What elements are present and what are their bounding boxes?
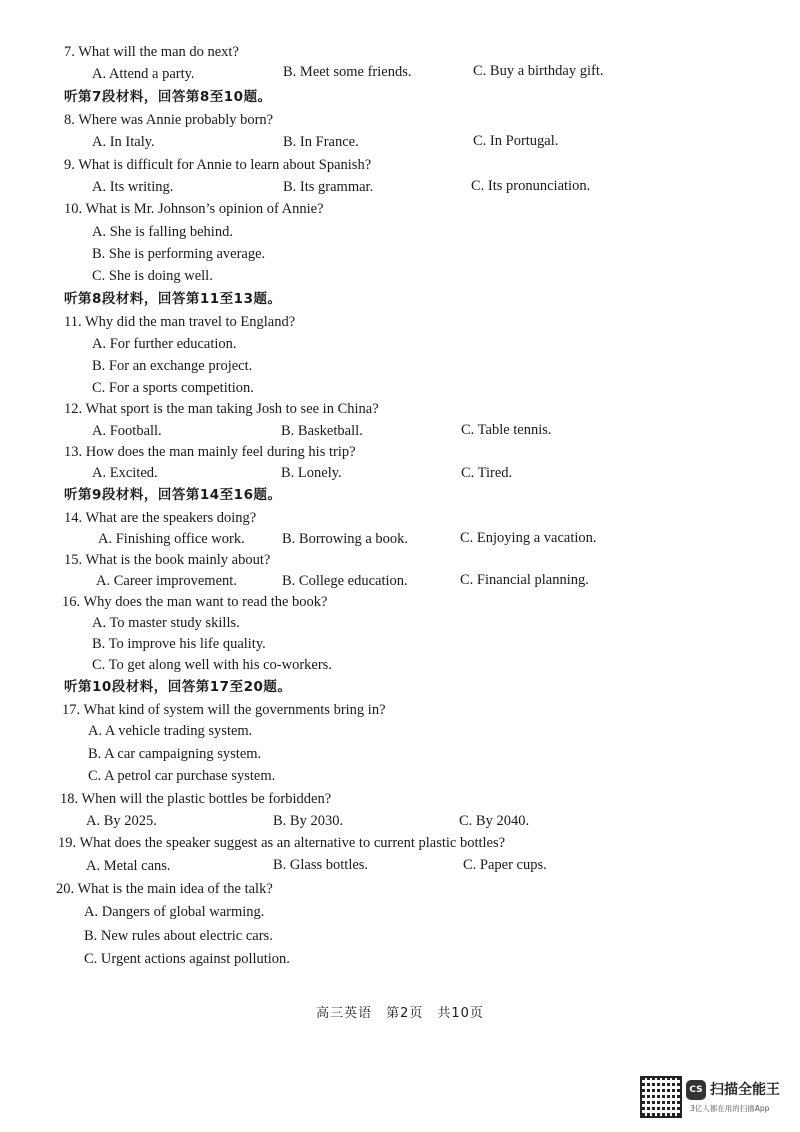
- question-stem: 15. What is the book mainly about?: [64, 552, 271, 568]
- question-stem: 14. What are the speakers doing?: [64, 510, 257, 526]
- option-b: B. Borrowing a book.: [282, 531, 409, 547]
- section-heading: 听第10段材料，回答第17至20题。: [64, 679, 292, 695]
- option-c: C. Buy a birthday gift.: [473, 63, 604, 79]
- option-a: A. Finishing office work.: [98, 531, 245, 547]
- option-b: B. Basketball.: [281, 423, 363, 439]
- question-stem: 10. What is Mr. Johnson’s opinion of Annie?: [64, 201, 324, 217]
- option-a: A. Dangers of global warming.: [84, 904, 265, 920]
- option-b: B. She is performing average.: [92, 246, 266, 262]
- cs-logo-icon: CS: [686, 1080, 706, 1100]
- question-stem: 12. What sport is the man taking Josh to see in China?: [64, 401, 379, 417]
- option-a: A. A vehicle trading system.: [88, 723, 253, 739]
- option-c: C. Tired.: [461, 465, 513, 481]
- option-a: A. Football.: [92, 423, 162, 439]
- section-heading: 听第9段材料，回答第14至16题。: [64, 487, 282, 503]
- option-c: C. Its pronunciation.: [471, 178, 591, 194]
- option-a: A. For further education.: [92, 336, 237, 352]
- option-b: B. In France.: [283, 134, 359, 150]
- option-a: A. In Italy.: [92, 134, 155, 150]
- option-b: B. Lonely.: [281, 465, 342, 481]
- option-b: B. To improve his life quality.: [92, 636, 266, 652]
- qr-code-icon: [640, 1076, 682, 1118]
- option-c: C. To get along well with his co-workers.: [92, 657, 332, 673]
- app-name: 扫描全能王: [710, 1082, 780, 1098]
- option-c: C. She is doing well.: [92, 268, 213, 284]
- option-c: C. Paper cups.: [463, 857, 547, 873]
- option-b: B. A car campaigning system.: [88, 746, 262, 762]
- option-c: C. Table tennis.: [461, 422, 552, 438]
- question-stem: 8. Where was Annie probably born?: [64, 112, 274, 128]
- option-a: A. Career improvement.: [96, 573, 237, 589]
- page-footer: 高三英语 第2页 共10页: [316, 1006, 484, 1021]
- option-c: C. Urgent actions against pollution.: [84, 951, 290, 967]
- option-c: C. By 2040.: [459, 813, 530, 829]
- option-a: A. Excited.: [92, 465, 158, 481]
- section-heading: 听第7段材料，回答第8至10题。: [64, 89, 272, 105]
- question-stem: 9. What is difficult for Annie to learn about Spanish?: [64, 157, 372, 173]
- question-stem: 11. Why did the man travel to England?: [64, 314, 296, 330]
- option-b: B. For an exchange project.: [92, 358, 253, 374]
- option-b: B. Glass bottles.: [273, 857, 369, 873]
- question-stem: 7. What will the man do next?: [64, 44, 239, 60]
- app-tagline: 3亿人都在用的扫描App: [690, 1104, 770, 1113]
- option-a: A. She is falling behind.: [92, 224, 233, 240]
- option-a: A. To master study skills.: [92, 615, 240, 631]
- option-b: B. Meet some friends.: [283, 64, 412, 80]
- option-b: B. Its grammar.: [283, 179, 374, 195]
- option-b: B. By 2030.: [273, 813, 344, 829]
- option-c: C. In Portugal.: [473, 133, 559, 149]
- option-a: A. Metal cans.: [86, 858, 171, 874]
- option-a: A. By 2025.: [86, 813, 157, 829]
- question-stem: 17. What kind of system will the governments bring in?: [62, 702, 386, 718]
- scanner-watermark: [640, 1076, 792, 1120]
- option-c: C. Enjoying a vacation.: [460, 530, 597, 546]
- question-stem: 20. What is the main idea of the talk?: [56, 881, 273, 897]
- question-stem: 16. Why does the man want to read the book?: [62, 594, 328, 610]
- option-b: B. College education.: [282, 573, 408, 589]
- option-c: C. Financial planning.: [460, 572, 589, 588]
- section-heading: 听第8段材料，回答第11至13题。: [64, 291, 282, 307]
- option-c: C. For a sports competition.: [92, 380, 254, 396]
- option-a: A. Attend a party.: [92, 66, 195, 82]
- question-stem: 19. What does the speaker suggest as an alternative to current plastic bottles?: [58, 835, 506, 851]
- option-c: C. A petrol car purchase system.: [88, 768, 276, 784]
- option-a: A. Its writing.: [92, 179, 174, 195]
- option-b: B. New rules about electric cars.: [84, 928, 273, 944]
- question-stem: 13. How does the man mainly feel during his trip?: [64, 444, 356, 460]
- question-stem: 18. When will the plastic bottles be forbidden?: [60, 791, 332, 807]
